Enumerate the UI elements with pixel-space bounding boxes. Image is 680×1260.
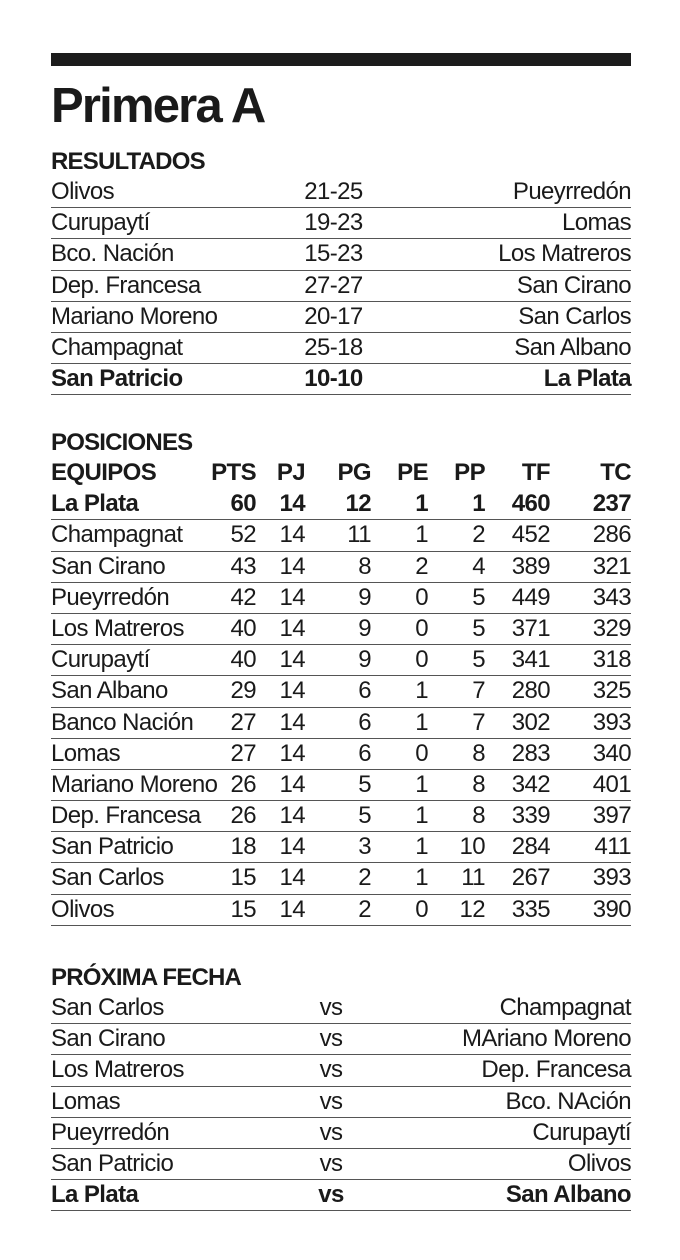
- standings-pts: 27: [230, 708, 256, 736]
- standings-team: San Carlos: [51, 864, 164, 892]
- standings-tf: 280: [511, 677, 550, 705]
- standings-pg: 11: [347, 521, 371, 549]
- standings-pe: 1: [415, 833, 428, 861]
- standings-tf: 389: [511, 552, 550, 580]
- standings-pj: 14: [279, 646, 305, 674]
- standings-pj: 14: [279, 864, 305, 892]
- fixture-vs: vs: [319, 1149, 343, 1177]
- standings-pe: 1: [415, 802, 428, 830]
- standings-tc: 393: [592, 708, 631, 736]
- standings-pj: 14: [279, 583, 305, 611]
- standings-tc: 411: [594, 833, 631, 861]
- standings-pe: 1: [415, 521, 428, 549]
- standings-pe: 1: [415, 490, 428, 518]
- standings-pe: 0: [415, 646, 428, 674]
- standings-tf: 267: [511, 864, 550, 892]
- standings-pg: 9: [358, 614, 371, 642]
- standings-team: Champagnat: [51, 521, 183, 549]
- col-header-pe: PE: [397, 459, 428, 486]
- standings-team: Banco Nación: [51, 708, 194, 736]
- standings-pp: 7: [472, 708, 485, 736]
- result-away-team: San Cirano: [516, 271, 631, 299]
- standings-team: Pueyrredón: [51, 583, 170, 611]
- standings-team: Curupaytí: [51, 646, 150, 674]
- standings-team: Los Matreros: [51, 614, 184, 642]
- result-home-team: Curupaytí: [51, 209, 150, 237]
- standings-team: San Patricio: [51, 833, 174, 861]
- result-away-team: Pueyrredón: [512, 178, 631, 205]
- result-home-team: Dep. Francesa: [51, 271, 201, 299]
- fixture-away-team: MAriano Moreno: [461, 1025, 631, 1053]
- standings-pe: 0: [415, 739, 428, 767]
- standings-tc: 393: [592, 864, 631, 892]
- fixture-vs: vs: [318, 1181, 344, 1209]
- fixture-away-team: San Albano: [505, 1181, 631, 1209]
- standings-pe: 1: [415, 677, 428, 705]
- col-header-team: EQUIPOS: [51, 459, 157, 486]
- standings-pp: 4: [472, 552, 485, 580]
- standings-tc: 397: [592, 802, 631, 830]
- standings-row: [51, 739, 631, 770]
- standings-pg: 2: [358, 895, 371, 923]
- fixture-vs: vs: [319, 1056, 343, 1084]
- result-score: 27-27: [304, 271, 363, 299]
- top-rule: [51, 53, 631, 66]
- standings-pj: 14: [279, 490, 305, 518]
- standings-pts: 15: [230, 895, 256, 923]
- fixture-row: [51, 1055, 631, 1086]
- fixture-row: [51, 1118, 631, 1149]
- result-row: [51, 333, 631, 364]
- standings-pg: 3: [358, 833, 371, 861]
- standings-row: [51, 801, 631, 832]
- fixture-vs: vs: [319, 1118, 343, 1146]
- standings-heading: POSICIONES: [51, 429, 193, 456]
- standings-tc: 318: [592, 646, 631, 674]
- standings-tf: 452: [511, 521, 550, 549]
- page-title: Primera A: [51, 79, 265, 133]
- fixture-row: [51, 1087, 631, 1118]
- result-score: 25-18: [304, 333, 363, 361]
- col-header-tf: TF: [521, 459, 550, 486]
- standings-row: [51, 770, 631, 801]
- standings-tf: 371: [511, 614, 550, 642]
- col-header-tc: TC: [600, 459, 631, 486]
- results-list: [51, 177, 631, 395]
- standings-tc: 329: [592, 614, 631, 642]
- standings-pts: 15: [230, 864, 256, 892]
- standings-row: [51, 863, 631, 894]
- standings-tc: 325: [592, 677, 631, 705]
- standings-pg: 12: [345, 490, 371, 518]
- standings-table: [51, 489, 631, 926]
- standings-pts: 26: [230, 802, 256, 830]
- standings-pg: 8: [358, 552, 371, 580]
- result-row: [51, 177, 631, 208]
- result-score: 20-17: [304, 302, 363, 330]
- result-home-team: San Patricio: [51, 365, 183, 393]
- standings-tc: 237: [592, 490, 631, 518]
- standings-pp: 8: [472, 802, 485, 830]
- result-row: [51, 239, 631, 270]
- fixture-home-team: Lomas: [51, 1087, 121, 1115]
- standings-pj: 14: [279, 802, 305, 830]
- standings-row: [51, 832, 631, 863]
- standings-pp: 10: [459, 833, 485, 861]
- result-home-team: Champagnat: [51, 333, 183, 361]
- fixture-row: [51, 1024, 631, 1055]
- standings-pj: 14: [279, 614, 305, 642]
- result-away-team: Los Matreros: [498, 240, 631, 268]
- fixture-vs: vs: [319, 1087, 343, 1115]
- standings-pe: 1: [415, 770, 428, 798]
- standings-tf: 342: [511, 770, 550, 798]
- col-header-pj: PJ: [276, 459, 305, 486]
- standings-row: [51, 708, 631, 739]
- standings-pg: 6: [358, 708, 371, 736]
- standings-tf: 460: [511, 490, 550, 518]
- standings-pj: 14: [279, 708, 305, 736]
- standings-tf: 302: [511, 708, 550, 736]
- result-score: 21-25: [304, 178, 363, 205]
- result-home-team: Bco. Nación: [51, 240, 174, 268]
- fixture-home-team: Los Matreros: [51, 1056, 184, 1084]
- standings-pts: 29: [230, 677, 256, 705]
- standings-pts: 26: [230, 770, 256, 798]
- standings-tf: 341: [511, 646, 550, 674]
- standings-pj: 14: [279, 770, 305, 798]
- standings-pe: 0: [415, 614, 428, 642]
- result-home-team: Olivos: [51, 178, 115, 205]
- result-row: [51, 208, 631, 239]
- standings-pts: 43: [230, 552, 256, 580]
- fixture-home-team: San Cirano: [51, 1025, 166, 1053]
- standings-pts: 27: [230, 739, 256, 767]
- standings-row: [51, 489, 631, 520]
- standings-team: San Cirano: [51, 552, 166, 580]
- standings-pe: 2: [415, 552, 428, 580]
- result-away-team: Lomas: [561, 209, 631, 237]
- standings-tf: 284: [511, 833, 550, 861]
- standings-pg: 6: [358, 677, 371, 705]
- standings-tc: 286: [592, 521, 631, 549]
- standings-pp: 8: [472, 770, 485, 798]
- standings-team: La Plata: [51, 490, 139, 518]
- standings-pts: 40: [230, 614, 256, 642]
- standings-team: Olivos: [51, 895, 115, 923]
- fixture-away-team: Dep. Francesa: [481, 1056, 631, 1084]
- fixture-home-team: La Plata: [51, 1181, 139, 1209]
- standings-pe: 0: [415, 583, 428, 611]
- standings-pts: 18: [230, 833, 256, 861]
- standings-pj: 14: [279, 552, 305, 580]
- standings-pe: 0: [415, 895, 428, 923]
- standings-pp: 12: [459, 895, 485, 923]
- fixture-away-team: Bco. NAción: [505, 1087, 631, 1115]
- standings-pg: 6: [358, 739, 371, 767]
- fixture-home-team: Pueyrredón: [51, 1118, 170, 1146]
- standings-pe: 1: [415, 708, 428, 736]
- standings-tf: 335: [511, 895, 550, 923]
- standings-tf: 283: [511, 739, 550, 767]
- fixture-row: [51, 1180, 631, 1211]
- fixture-vs: vs: [319, 1025, 343, 1053]
- standings-header-row: [51, 458, 631, 489]
- result-score: 15-23: [304, 240, 363, 268]
- result-away-team: La Plata: [543, 365, 631, 393]
- standings-pg: 5: [358, 802, 371, 830]
- results-section: [51, 146, 631, 395]
- standings-tc: 340: [592, 739, 631, 767]
- fixture-row: [51, 1149, 631, 1180]
- standings-pts: 60: [230, 490, 256, 518]
- standings-pp: 2: [472, 521, 485, 549]
- standings-team: Mariano Moreno: [51, 770, 218, 798]
- next-fixtures-list: [51, 993, 631, 1211]
- standings-team: San Albano: [51, 677, 168, 705]
- standings-row: [51, 552, 631, 583]
- standings-tf: 339: [511, 802, 550, 830]
- standings-pg: 5: [358, 770, 371, 798]
- standings-pp: 8: [472, 739, 485, 767]
- standings-row: [51, 520, 631, 551]
- next-heading: PRÓXIMA FECHA: [51, 964, 242, 991]
- standings-tc: 401: [592, 770, 631, 798]
- standings-pg: 9: [358, 646, 371, 674]
- standings-pp: 5: [472, 583, 485, 611]
- fixture-home-team: San Patricio: [51, 1149, 174, 1177]
- standings-pj: 14: [279, 833, 305, 861]
- standings-team: Dep. Francesa: [51, 802, 201, 830]
- col-header-pts: PTS: [211, 459, 256, 486]
- fixture-vs: vs: [319, 994, 343, 1021]
- standings-row: [51, 614, 631, 645]
- standings-row: [51, 676, 631, 707]
- fixture-away-team: Olivos: [567, 1149, 631, 1177]
- result-away-team: San Carlos: [518, 302, 631, 330]
- result-score: 10-10: [304, 365, 363, 393]
- result-home-team: Mariano Moreno: [51, 302, 218, 330]
- standings-tc: 321: [592, 552, 631, 580]
- standings-pe: 1: [415, 864, 428, 892]
- standings-row: [51, 583, 631, 614]
- standings-row: [51, 895, 631, 926]
- standings-pg: 9: [358, 583, 371, 611]
- standings-pj: 14: [279, 677, 305, 705]
- standings-pj: 14: [279, 521, 305, 549]
- standings-pj: 14: [279, 895, 305, 923]
- standings-pp: 1: [472, 490, 485, 518]
- fixture-away-team: Champagnat: [499, 994, 631, 1021]
- fixture-away-team: Curupaytí: [532, 1118, 631, 1146]
- standings-team: Lomas: [51, 739, 121, 767]
- standings-pp: 7: [472, 677, 485, 705]
- standings-pts: 42: [230, 583, 256, 611]
- next-fixtures-section: [51, 962, 631, 1211]
- standings-pp: 5: [472, 614, 485, 642]
- result-away-team: San Albano: [514, 333, 631, 361]
- fixture-home-team: San Carlos: [51, 994, 164, 1021]
- standings-section: [51, 427, 631, 926]
- fixture-row: [51, 993, 631, 1024]
- standings-tc: 343: [592, 583, 631, 611]
- standings-pts: 52: [230, 521, 256, 549]
- standings-row: [51, 645, 631, 676]
- result-row: [51, 302, 631, 333]
- standings-pj: 14: [279, 739, 305, 767]
- standings-tf: 449: [511, 583, 550, 611]
- standings-tc: 390: [592, 895, 631, 923]
- standings-pg: 2: [358, 864, 371, 892]
- results-heading: RESULTADOS: [51, 148, 205, 175]
- col-header-pg: PG: [337, 459, 371, 486]
- standings-pp: 11: [461, 864, 485, 892]
- result-score: 19-23: [304, 209, 363, 237]
- standings-pts: 40: [230, 646, 256, 674]
- result-row: [51, 271, 631, 302]
- standings-pp: 5: [472, 646, 485, 674]
- result-row: [51, 364, 631, 395]
- col-header-pp: PP: [454, 459, 485, 486]
